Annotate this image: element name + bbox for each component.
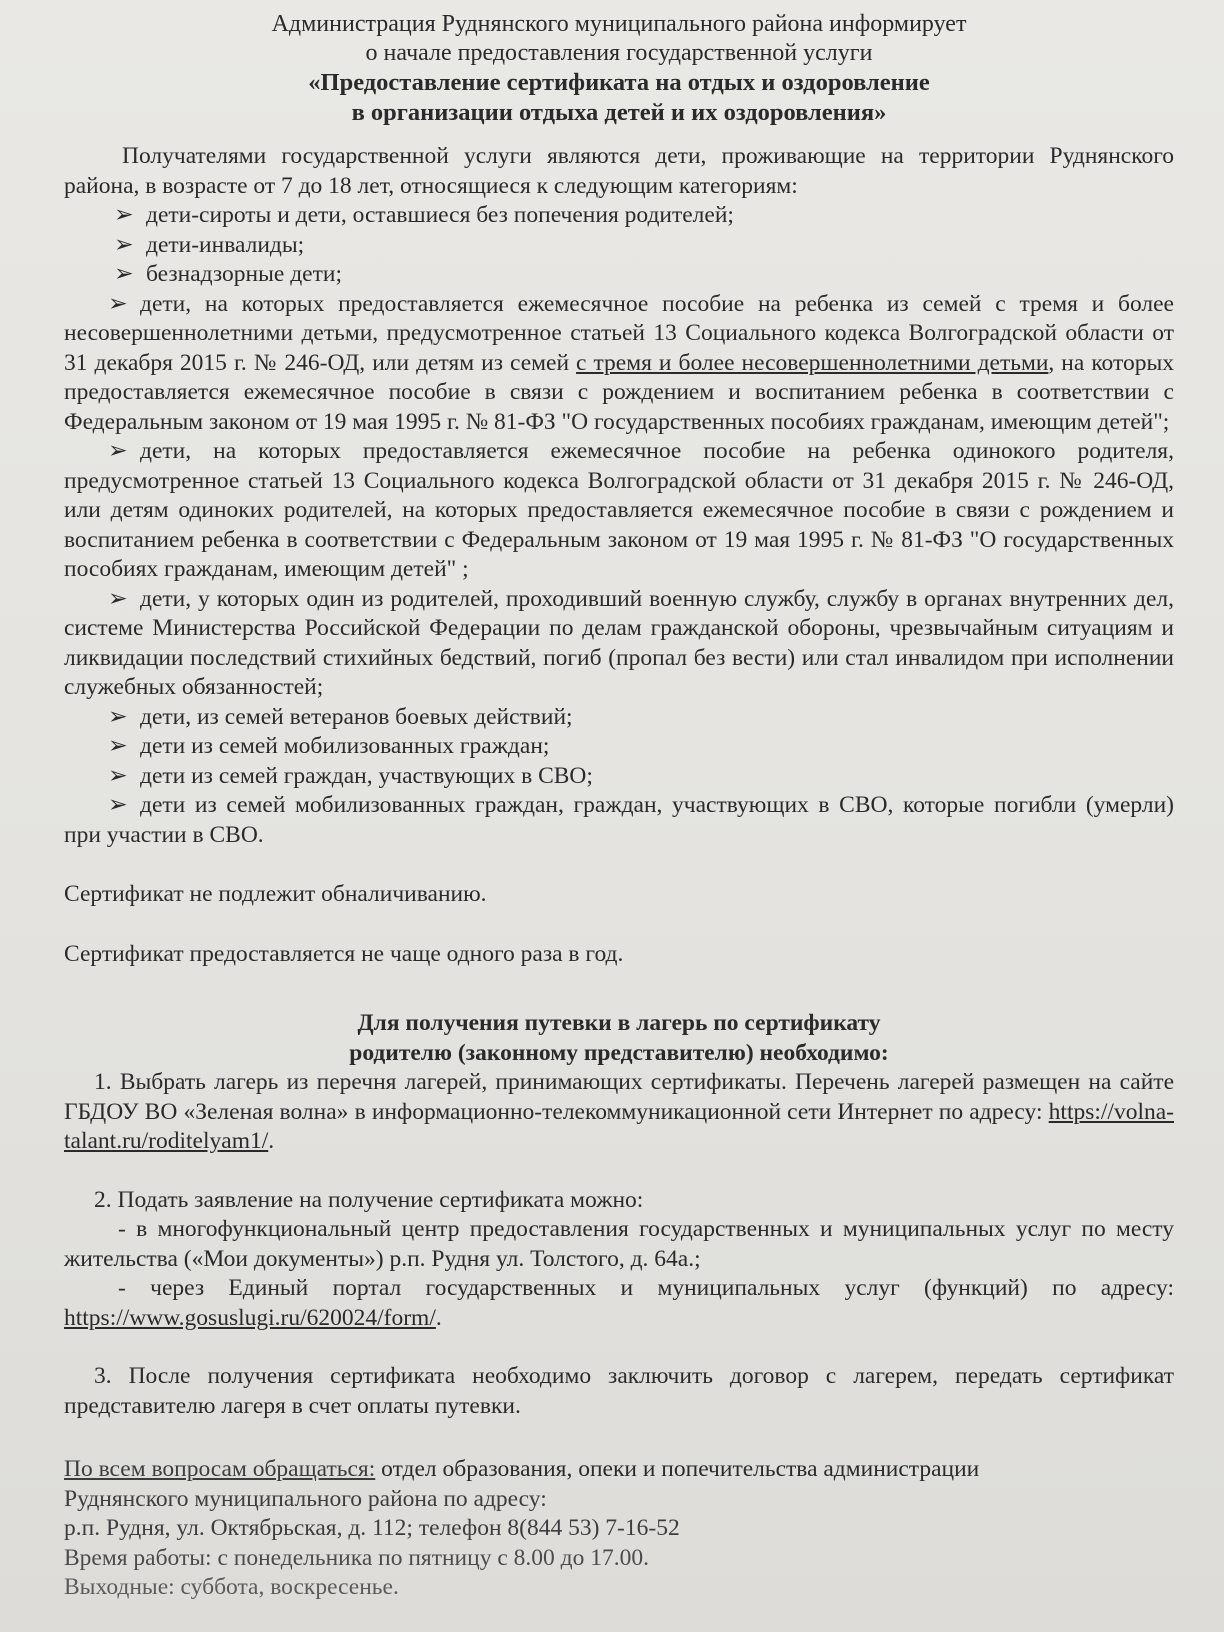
category-text: дети из семей мобилизованных граждан, граждан, участвующих в СВО, которые погибли (умерли) при участии в СВО. [64,792,1174,848]
contacts-lead: По всем вопросам обращаться: [64,1456,376,1482]
contacts-line-2: Руднянского муниципального района по адресу: [64,1485,547,1512]
category-text: дети, у которых один из родителей, проходивший военную службу, службу в органах внутренних дел, системе Министерства Российской Федерации по делам гражданской обороны, чрезвычайным ситуациям и ликвидации последствий стихийных бедствий, погиб (пропал без вести) или стал инвалидом при исполнении служебных обязанностей; [64,585,1174,700]
contacts-address-phone: р.п. Рудня, ул. Октябрьская, д. 112; телефон 8(844 53) 7-16-52 [64,1515,680,1541]
category-text: безнадзорные дети; [146,261,342,287]
camps-list-link[interactable]: https://volna-talant.ru/roditelyam1/ [64,1098,1174,1154]
step-2: 2. Подать заявление на получение сертификата можно: [94,1186,644,1213]
arrow-bullet-icon: ➢ [108,703,128,730]
step-1 [64,1068,1174,1157]
category-item [64,732,1174,762]
arrow-bullet-icon: ➢ [108,438,128,464]
service-title-2: в организации отдыха детей и их оздоровления» [351,99,887,126]
document-header [64,10,1174,128]
step-2-end: . [435,1304,442,1331]
category-item [64,437,1174,585]
note-no-cash: Сертификат не подлежит обналичиванию. [64,881,487,907]
arrow-bullet-icon: ➢ [108,585,128,612]
step-2-option-mfc: - в многофункциональный центр предоставления государственных и муниципальных услуг по месту жительства («Мои документы») р.п. Рудня ул. Толстого, д. 64а.; [64,1216,1174,1272]
voucher-section-title [64,1009,1174,1068]
contacts-block [64,1455,1174,1603]
contacts-days-off: Выходные: суббота, воскресенье. [64,1574,399,1600]
gosuslugi-link[interactable]: https://www.gosuslugi.ru/620024/form/ [64,1304,436,1331]
step-1-end: . [268,1128,275,1154]
header-line-2: о начале предоставления государственной услуги [365,40,873,66]
step-2-option-portal [64,1274,1174,1333]
category-item [64,260,1174,290]
category-item [64,585,1174,703]
contacts-work-hours: Время работы: с понедельника по пятницу с 8.00 до 17.00. [64,1544,649,1571]
category-item [64,791,1174,850]
header-line-1: Администрация Руднянского муниципального района информирует [271,11,967,37]
voucher-title-1: Для получения путевки в лагерь по сертификату [357,1010,881,1036]
category-text: дети-инвалиды; [146,231,305,258]
category-text: дети-сироты и дети, оставшиеся без попечения родителей; [146,202,734,228]
category-item [64,201,1174,231]
arrow-bullet-icon: ➢ [108,733,128,759]
arrow-bullet-icon: ➢ [108,792,128,818]
category-underlined-text: с тремя и более несовершеннолетними детьми [576,349,1049,376]
category-text: дети из семей граждан, участвующих в СВО; [140,762,593,789]
category-text: дети, на которых предоставляется ежемесячное пособие на ребенка из семей с тремя и более несовершеннолетними детьми, предусмотренное статьей 13 Социального кодекса Волгоградской области от 31 декабря 2015 г. № 246-ОД, или детям из семей [64,290,1174,376]
category-text: дети из семей мобилизованных граждан; [140,733,550,759]
category-text: , на которых предоставляется ежемесячное пособие в связи с рождением и воспитанием ребенка в соответствии с Федеральным законом от 19 мая 1995 г. № 81-ФЗ "О государственных пособиях гражданам, имеющим детей"; [64,349,1174,435]
intro-paragraph: Получателями государственной услуги являются дети, проживающие на территории Руднянского района, в возрасте от 7 до 18 лет, относящиеся к следующим категориям: [64,143,1174,199]
spacer [64,1333,1174,1362]
category-item [64,290,1174,438]
category-item [64,231,1174,261]
arrow-bullet-icon: ➢ [108,290,128,317]
category-list [64,201,1174,850]
step-2-portal-text: - через Единый портал государственных и муниципальных услуг (функций) по адресу: [118,1275,1174,1301]
note-once-a-year: Сертификат предоставляется не чаще одного раза в год. [64,940,624,967]
contacts-line-1 [64,1455,1174,1485]
arrow-bullet-icon: ➢ [114,231,134,258]
step-1-text: 1. Выбрать лагерь из перечня лагерей, принимающих сертификаты. Перечень лагерей размещен на сайте ГБДОУ ВО «Зеленая волна» в информационно-телекоммуникационной сети Интернет по адресу: [64,1069,1174,1125]
service-title-1: «Предоставление сертификата на отдых и оздоровление [308,69,930,96]
arrow-bullet-icon: ➢ [114,261,134,287]
step-3: 3. После получения сертификата необходимо заключить договор с лагерем, передать сертификат представителю лагеря в счет оплаты путевки. [64,1363,1174,1419]
category-item [64,703,1174,733]
category-text: дети, из семей ветеранов боевых действий; [140,703,573,730]
arrow-bullet-icon: ➢ [108,762,128,789]
voucher-title-2: родителю (законному представителю) необходимо: [349,1039,889,1066]
contacts-department: отдел образования, опеки и попечительства администрации [381,1456,980,1482]
spacer [64,1157,1174,1186]
arrow-bullet-icon: ➢ [114,202,134,228]
category-text: дети, на которых предоставляется ежемесячное пособие на ребенка одинокого родителя, предусмотренное статьей 13 Социального кодекса Волгоградской области от 31 декабря 2015 г. № 246-ОД, или детям одиноких родителей, на которых предоставляется ежемесячное пособие в связи с рождением и воспитанием ребенка в соответствии с Федеральным законом от 19 мая 1995 г. № 81-ФЗ "О государственных пособиях гражданам, имеющим детей" ; [64,438,1174,582]
category-item [64,762,1174,792]
